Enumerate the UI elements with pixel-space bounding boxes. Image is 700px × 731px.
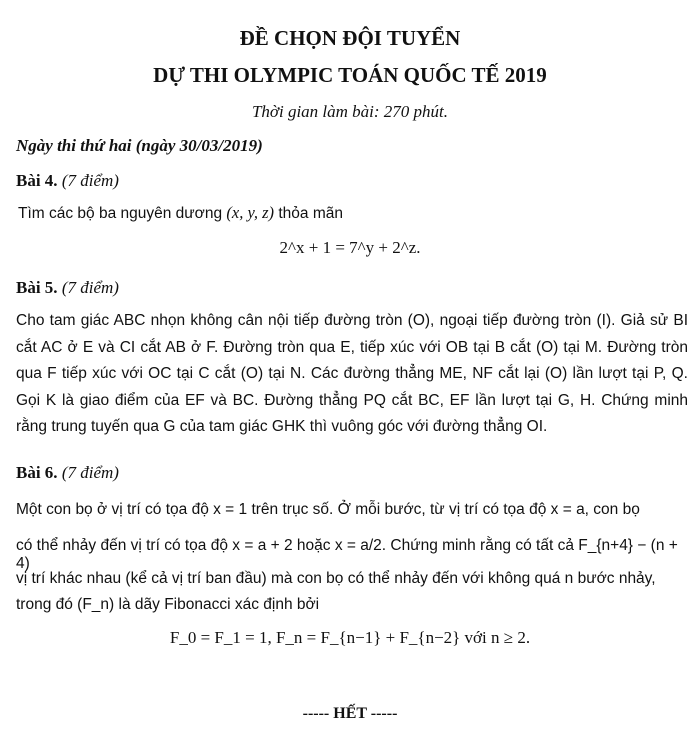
problem-4-header xyxy=(16,171,119,191)
fibonacci-definition: F_0 = F_1 = 1, F_n = F_{n−1} + F_{n−2} với n ≥ 2. xyxy=(169,628,531,647)
problem-6-line-1: Một con bọ ở vị trí có tọa độ x = 1 trên trục số. Ở mỗi bước, từ vị trí có tọa độ x = a, con bọ xyxy=(16,501,640,518)
problem-4-equation: 2^x + 1 = 7^y + 2^z. xyxy=(279,238,421,257)
problem-5-points: (7 điểm) xyxy=(61,278,119,297)
problem-6-line-2: có thể nhảy đến vị trí có tọa độ x = a + 2 hoặc x = a/2. Chứng minh rằng có tất cả F_{n+4} − (n + 4) xyxy=(16,537,678,572)
exam-subtitle: DỰ THI OLYMPIC TOÁN QUỐC TẾ 2019 xyxy=(153,63,547,87)
problem-4-statement: Tìm các bộ ba nguyên dương (x, y, z) thỏa mãn xyxy=(18,203,343,222)
problem-5-statement: Cho tam giác ABC nhọn không cân nội tiếp đường tròn (O), ngoại tiếp đường tròn (I). Giả sử BI cắt AC ở E và CI cắt AB ở F. Đường tròn qua E, tiếp xúc với OB tại B cắt (O) tại M. Đường tròn qua F tiếp xúc với OC tại C cắt (O) tại N. Các đường thẳng ME, NF cắt lại (O) lần lượt tại P, Q. Gọi K là giao điểm của EF và BC. Đường thẳng PQ cắt BC, EF lần lượt tại G, H. Chứng minh rằng trung tuyến qua G của tam giác GHK thì vuông góc với đường thẳng OI. xyxy=(16,312,688,435)
problem-6-line-3: vị trí khác nhau (kể cả vị trí ban đầu) mà con bọ có thể nhảy đến với không quá n bước nhảy, xyxy=(16,570,656,587)
end-mark: ----- HẾT ----- xyxy=(302,705,398,722)
problem-4-points: (7 điểm) xyxy=(61,171,119,190)
exam-title: ĐỀ CHỌN ĐỘI TUYỂN xyxy=(239,26,461,50)
problem-5-label: Bài 5. xyxy=(16,278,58,297)
problem-4-label: Bài 4. xyxy=(16,171,58,190)
problem-6-header xyxy=(16,463,119,483)
exam-day: Ngày thi thứ hai (ngày 30/03/2019) xyxy=(16,136,263,155)
problem-6-points: (7 điểm) xyxy=(61,463,119,482)
problem-5-header xyxy=(16,278,119,298)
problem-6-label: Bài 6. xyxy=(16,463,58,482)
problem-6-line-4: trong đó (F_n) là dãy Fibonacci xác định bởi xyxy=(16,596,320,613)
problem-4-triple: (x, y, z) xyxy=(226,203,275,222)
time-limit: Thời gian làm bài: 270 phút. xyxy=(251,102,449,121)
